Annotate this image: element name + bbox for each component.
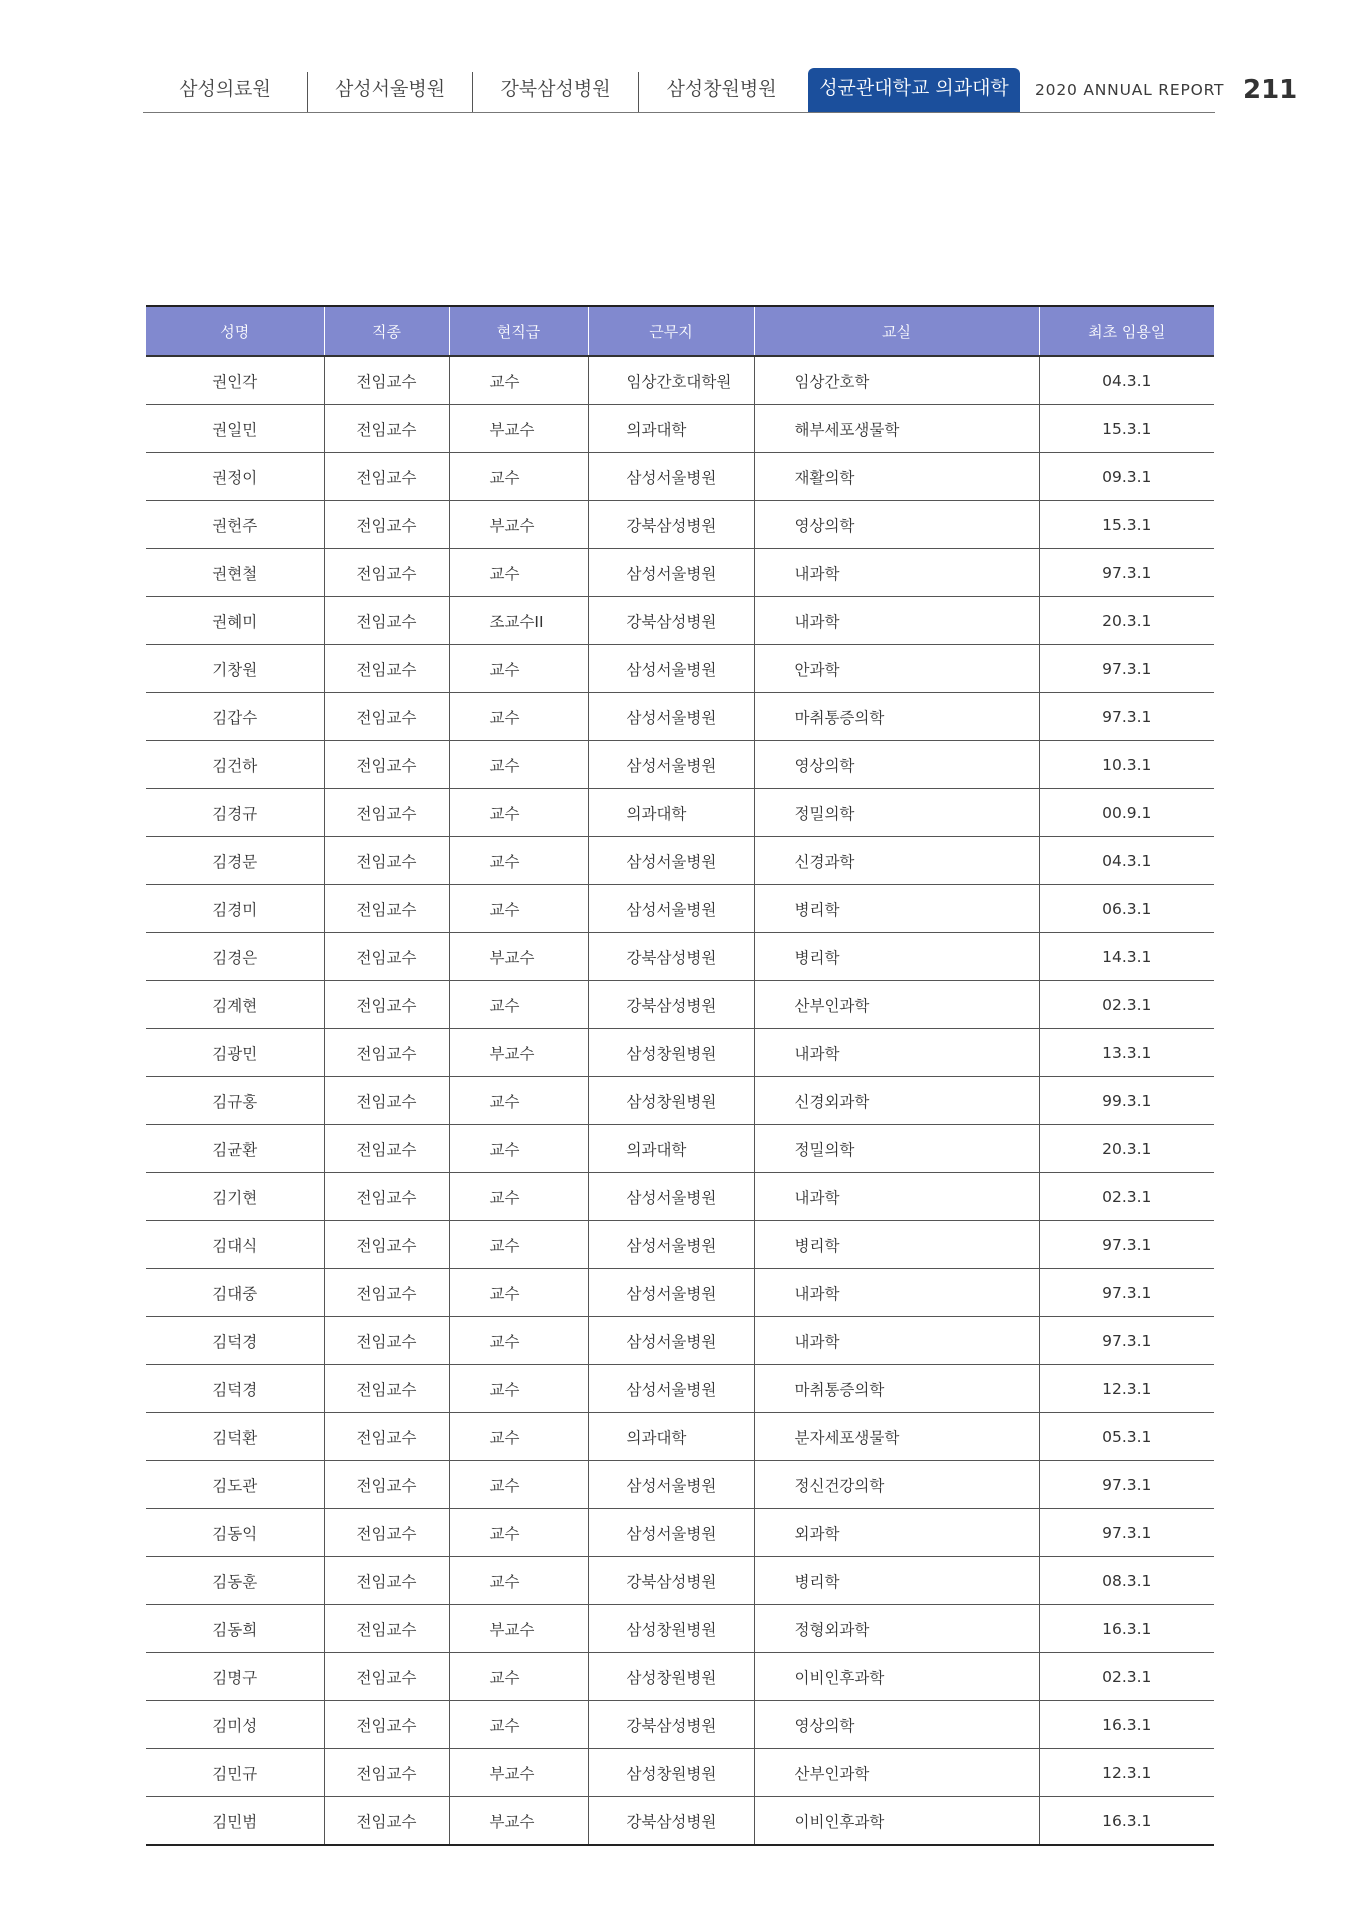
cell-job-type: 전임교수 (324, 1701, 449, 1749)
cell-appointment-date: 97.3.1 (1039, 1509, 1214, 1557)
table-row (146, 453, 1214, 501)
cell-name: 김덕환 (146, 1413, 324, 1461)
cell-job-type: 전임교수 (324, 1365, 449, 1413)
cell-rank: 교수 (449, 1125, 588, 1173)
tab-kangbuk-samsung-hospital[interactable]: 강북삼성병원 (473, 72, 639, 112)
cell-job-type: 전임교수 (324, 501, 449, 549)
table-row (146, 597, 1214, 645)
column-header-rank: 현직급 (449, 306, 588, 356)
cell-workplace: 삼성창원병원 (588, 1749, 754, 1797)
cell-name: 권인각 (146, 356, 324, 405)
cell-name: 김경규 (146, 789, 324, 837)
cell-job-type: 전임교수 (324, 1173, 449, 1221)
cell-rank: 교수 (449, 1653, 588, 1701)
cell-appointment-date: 00.9.1 (1039, 789, 1214, 837)
cell-job-type: 전임교수 (324, 1461, 449, 1509)
table-row (146, 356, 1214, 405)
cell-rank: 교수 (449, 1461, 588, 1509)
tab-samsung-medical-center[interactable]: 삼성의료원 (143, 72, 308, 112)
cell-appointment-date: 10.3.1 (1039, 741, 1214, 789)
table-row (146, 1653, 1214, 1701)
cell-rank: 교수 (449, 1509, 588, 1557)
cell-job-type: 전임교수 (324, 645, 449, 693)
cell-appointment-date: 08.3.1 (1039, 1557, 1214, 1605)
column-header-name: 성명 (146, 306, 324, 356)
cell-department: 정신건강의학 (754, 1461, 1039, 1509)
cell-job-type: 전임교수 (324, 597, 449, 645)
cell-name: 권현철 (146, 549, 324, 597)
cell-workplace: 강북삼성병원 (588, 1557, 754, 1605)
table-row (146, 837, 1214, 885)
cell-appointment-date: 14.3.1 (1039, 933, 1214, 981)
table-header-row (146, 306, 1214, 356)
cell-rank: 교수 (449, 1077, 588, 1125)
table-row (146, 1701, 1214, 1749)
cell-appointment-date: 97.3.1 (1039, 549, 1214, 597)
cell-appointment-date: 97.3.1 (1039, 1269, 1214, 1317)
table-row (146, 405, 1214, 453)
table-body (146, 356, 1214, 1845)
cell-name: 김덕경 (146, 1365, 324, 1413)
cell-rank: 부교수 (449, 933, 588, 981)
cell-workplace: 삼성창원병원 (588, 1077, 754, 1125)
cell-workplace: 삼성창원병원 (588, 1653, 754, 1701)
cell-name: 권혜미 (146, 597, 324, 645)
cell-workplace: 의과대학 (588, 1413, 754, 1461)
table-row (146, 1797, 1214, 1846)
cell-rank: 교수 (449, 1557, 588, 1605)
cell-appointment-date: 97.3.1 (1039, 1317, 1214, 1365)
cell-appointment-date: 04.3.1 (1039, 356, 1214, 405)
cell-appointment-date: 04.3.1 (1039, 837, 1214, 885)
cell-department: 마취통증의학 (754, 693, 1039, 741)
cell-department: 병리학 (754, 885, 1039, 933)
cell-department: 내과학 (754, 597, 1039, 645)
cell-name: 권헌주 (146, 501, 324, 549)
cell-appointment-date: 20.3.1 (1039, 597, 1214, 645)
cell-workplace: 강북삼성병원 (588, 1701, 754, 1749)
cell-name: 김갑수 (146, 693, 324, 741)
cell-workplace: 삼성서울병원 (588, 645, 754, 693)
cell-job-type: 전임교수 (324, 1605, 449, 1653)
cell-department: 영상의학 (754, 501, 1039, 549)
table-row (146, 1173, 1214, 1221)
cell-workplace: 강북삼성병원 (588, 501, 754, 549)
cell-rank: 부교수 (449, 405, 588, 453)
cell-rank: 교수 (449, 1317, 588, 1365)
cell-name: 김미성 (146, 1701, 324, 1749)
cell-job-type: 전임교수 (324, 1317, 449, 1365)
cell-rank: 교수 (449, 645, 588, 693)
cell-workplace: 삼성서울병원 (588, 885, 754, 933)
cell-workplace: 삼성서울병원 (588, 1173, 754, 1221)
cell-job-type: 전임교수 (324, 1269, 449, 1317)
cell-appointment-date: 97.3.1 (1039, 645, 1214, 693)
cell-name: 김대식 (146, 1221, 324, 1269)
cell-workplace: 삼성창원병원 (588, 1029, 754, 1077)
cell-name: 김계현 (146, 981, 324, 1029)
cell-department: 마취통증의학 (754, 1365, 1039, 1413)
column-header-appointment-date: 최초 임용일 (1039, 306, 1214, 356)
cell-job-type: 전임교수 (324, 1653, 449, 1701)
cell-department: 분자세포생물학 (754, 1413, 1039, 1461)
cell-workplace: 삼성서울병원 (588, 1509, 754, 1557)
cell-department: 임상간호학 (754, 356, 1039, 405)
cell-department: 외과학 (754, 1509, 1039, 1557)
table-row (146, 1269, 1214, 1317)
cell-appointment-date: 16.3.1 (1039, 1701, 1214, 1749)
table-row (146, 1749, 1214, 1797)
cell-job-type: 전임교수 (324, 1413, 449, 1461)
cell-department: 내과학 (754, 1269, 1039, 1317)
cell-appointment-date: 16.3.1 (1039, 1797, 1214, 1846)
cell-job-type: 전임교수 (324, 1125, 449, 1173)
cell-department: 이비인후과학 (754, 1797, 1039, 1846)
cell-department: 산부인과학 (754, 1749, 1039, 1797)
cell-workplace: 삼성서울병원 (588, 837, 754, 885)
cell-appointment-date: 97.3.1 (1039, 1221, 1214, 1269)
table-row (146, 1029, 1214, 1077)
cell-workplace: 삼성서울병원 (588, 1461, 754, 1509)
cell-workplace: 삼성서울병원 (588, 693, 754, 741)
cell-job-type: 전임교수 (324, 981, 449, 1029)
cell-job-type: 전임교수 (324, 837, 449, 885)
cell-rank: 교수 (449, 549, 588, 597)
tab-samsung-changwon-hospital[interactable]: 삼성창원병원 (666, 78, 777, 100)
cell-appointment-date: 02.3.1 (1039, 1653, 1214, 1701)
table-row (146, 789, 1214, 837)
table-row (146, 693, 1214, 741)
table-row (146, 981, 1214, 1029)
cell-workplace: 강북삼성병원 (588, 981, 754, 1029)
cell-workplace: 강북삼성병원 (588, 933, 754, 981)
cell-job-type: 전임교수 (324, 453, 449, 501)
cell-workplace: 삼성서울병원 (588, 1269, 754, 1317)
cell-appointment-date: 12.3.1 (1039, 1749, 1214, 1797)
table-row (146, 1461, 1214, 1509)
table-row (146, 645, 1214, 693)
faculty-table (146, 305, 1214, 1846)
cell-rank: 교수 (449, 981, 588, 1029)
cell-job-type: 전임교수 (324, 1749, 449, 1797)
cell-department: 영상의학 (754, 741, 1039, 789)
cell-job-type: 전임교수 (324, 741, 449, 789)
cell-name: 김명구 (146, 1653, 324, 1701)
cell-name: 김균환 (146, 1125, 324, 1173)
cell-department: 병리학 (754, 1221, 1039, 1269)
table-row (146, 933, 1214, 981)
table-row (146, 1365, 1214, 1413)
cell-name: 김경미 (146, 885, 324, 933)
column-header-workplace: 근무지 (588, 306, 754, 356)
cell-name: 김기현 (146, 1173, 324, 1221)
table-row (146, 1221, 1214, 1269)
cell-department: 이비인후과학 (754, 1653, 1039, 1701)
table-row (146, 1509, 1214, 1557)
cell-department: 영상의학 (754, 1701, 1039, 1749)
cell-department: 신경과학 (754, 837, 1039, 885)
cell-workplace: 강북삼성병원 (588, 1797, 754, 1846)
table-row (146, 1077, 1214, 1125)
cell-workplace: 의과대학 (588, 405, 754, 453)
cell-department: 해부세포생물학 (754, 405, 1039, 453)
cell-department: 내과학 (754, 549, 1039, 597)
report-label: 2020 ANNUAL REPORT (1035, 81, 1225, 99)
cell-rank: 교수 (449, 1701, 588, 1749)
cell-name: 권정이 (146, 453, 324, 501)
cell-rank: 부교수 (449, 1029, 588, 1077)
column-header-department: 교실 (754, 306, 1039, 356)
cell-name: 김광민 (146, 1029, 324, 1077)
top-navigation (143, 68, 1298, 112)
cell-appointment-date: 20.3.1 (1039, 1125, 1214, 1173)
cell-department: 병리학 (754, 1557, 1039, 1605)
cell-workplace: 임상간호대학원 (588, 356, 754, 405)
cell-rank: 교수 (449, 789, 588, 837)
cell-workplace: 삼성서울병원 (588, 741, 754, 789)
cell-workplace: 삼성서울병원 (588, 453, 754, 501)
cell-workplace: 의과대학 (588, 789, 754, 837)
table-row (146, 1557, 1214, 1605)
page-number: 211 (1243, 75, 1298, 105)
cell-department: 산부인과학 (754, 981, 1039, 1029)
cell-job-type: 전임교수 (324, 1509, 449, 1557)
tab-skku-medicine[interactable]: 성균관대학교 의과대학 (808, 68, 1020, 112)
cell-appointment-date: 06.3.1 (1039, 885, 1214, 933)
cell-department: 내과학 (754, 1173, 1039, 1221)
cell-appointment-date: 97.3.1 (1039, 693, 1214, 741)
cell-department: 신경외과학 (754, 1077, 1039, 1125)
cell-job-type: 전임교수 (324, 1221, 449, 1269)
cell-rank: 조교수II (449, 597, 588, 645)
cell-department: 내과학 (754, 1317, 1039, 1365)
cell-rank: 부교수 (449, 501, 588, 549)
cell-rank: 교수 (449, 1269, 588, 1317)
cell-rank: 교수 (449, 1365, 588, 1413)
cell-appointment-date: 99.3.1 (1039, 1077, 1214, 1125)
cell-appointment-date: 02.3.1 (1039, 1173, 1214, 1221)
cell-job-type: 전임교수 (324, 1077, 449, 1125)
cell-department: 정밀의학 (754, 789, 1039, 837)
cell-workplace: 의과대학 (588, 1125, 754, 1173)
cell-workplace: 삼성창원병원 (588, 1605, 754, 1653)
cell-rank: 부교수 (449, 1797, 588, 1846)
cell-job-type: 전임교수 (324, 1557, 449, 1605)
cell-workplace: 삼성서울병원 (588, 549, 754, 597)
table-row (146, 885, 1214, 933)
cell-appointment-date: 97.3.1 (1039, 1461, 1214, 1509)
cell-rank: 교수 (449, 837, 588, 885)
table-row (146, 741, 1214, 789)
cell-name: 김규홍 (146, 1077, 324, 1125)
tab-samsung-seoul-hospital[interactable]: 삼성서울병원 (308, 72, 473, 112)
table-row (146, 1605, 1214, 1653)
cell-job-type: 전임교수 (324, 356, 449, 405)
cell-rank: 교수 (449, 741, 588, 789)
cell-job-type: 전임교수 (324, 789, 449, 837)
cell-name: 김동익 (146, 1509, 324, 1557)
cell-name: 김건하 (146, 741, 324, 789)
cell-rank: 교수 (449, 1173, 588, 1221)
table-row (146, 501, 1214, 549)
cell-appointment-date: 05.3.1 (1039, 1413, 1214, 1461)
cell-workplace: 삼성서울병원 (588, 1317, 754, 1365)
cell-name: 김민범 (146, 1797, 324, 1846)
table-row (146, 1125, 1214, 1173)
cell-name: 김대중 (146, 1269, 324, 1317)
cell-rank: 교수 (449, 1221, 588, 1269)
cell-appointment-date: 13.3.1 (1039, 1029, 1214, 1077)
cell-department: 내과학 (754, 1029, 1039, 1077)
cell-department: 정밀의학 (754, 1125, 1039, 1173)
cell-department: 정형외과학 (754, 1605, 1039, 1653)
table-row (146, 1317, 1214, 1365)
cell-appointment-date: 16.3.1 (1039, 1605, 1214, 1653)
cell-department: 재활의학 (754, 453, 1039, 501)
cell-job-type: 전임교수 (324, 885, 449, 933)
cell-rank: 교수 (449, 356, 588, 405)
cell-department: 안과학 (754, 645, 1039, 693)
cell-name: 김동훈 (146, 1557, 324, 1605)
cell-job-type: 전임교수 (324, 405, 449, 453)
cell-rank: 교수 (449, 693, 588, 741)
cell-job-type: 전임교수 (324, 693, 449, 741)
cell-workplace: 강북삼성병원 (588, 597, 754, 645)
table-row (146, 549, 1214, 597)
cell-appointment-date: 02.3.1 (1039, 981, 1214, 1029)
cell-workplace: 삼성서울병원 (588, 1221, 754, 1269)
cell-appointment-date: 15.3.1 (1039, 405, 1214, 453)
cell-rank: 부교수 (449, 1605, 588, 1653)
cell-name: 김경문 (146, 837, 324, 885)
cell-appointment-date: 09.3.1 (1039, 453, 1214, 501)
cell-name: 권일민 (146, 405, 324, 453)
cell-appointment-date: 15.3.1 (1039, 501, 1214, 549)
cell-name: 김민규 (146, 1749, 324, 1797)
cell-rank: 교수 (449, 885, 588, 933)
cell-department: 병리학 (754, 933, 1039, 981)
cell-name: 김도관 (146, 1461, 324, 1509)
cell-workplace: 삼성서울병원 (588, 1365, 754, 1413)
cell-job-type: 전임교수 (324, 549, 449, 597)
cell-rank: 부교수 (449, 1749, 588, 1797)
cell-job-type: 전임교수 (324, 1797, 449, 1846)
cell-name: 김경은 (146, 933, 324, 981)
cell-rank: 교수 (449, 1413, 588, 1461)
cell-name: 기창원 (146, 645, 324, 693)
cell-name: 김동희 (146, 1605, 324, 1653)
nav-divider (143, 112, 1215, 113)
cell-appointment-date: 12.3.1 (1039, 1365, 1214, 1413)
table-row (146, 1413, 1214, 1461)
cell-job-type: 전임교수 (324, 1029, 449, 1077)
cell-rank: 교수 (449, 453, 588, 501)
cell-job-type: 전임교수 (324, 933, 449, 981)
column-header-job-type: 직종 (324, 306, 449, 356)
cell-name: 김덕경 (146, 1317, 324, 1365)
